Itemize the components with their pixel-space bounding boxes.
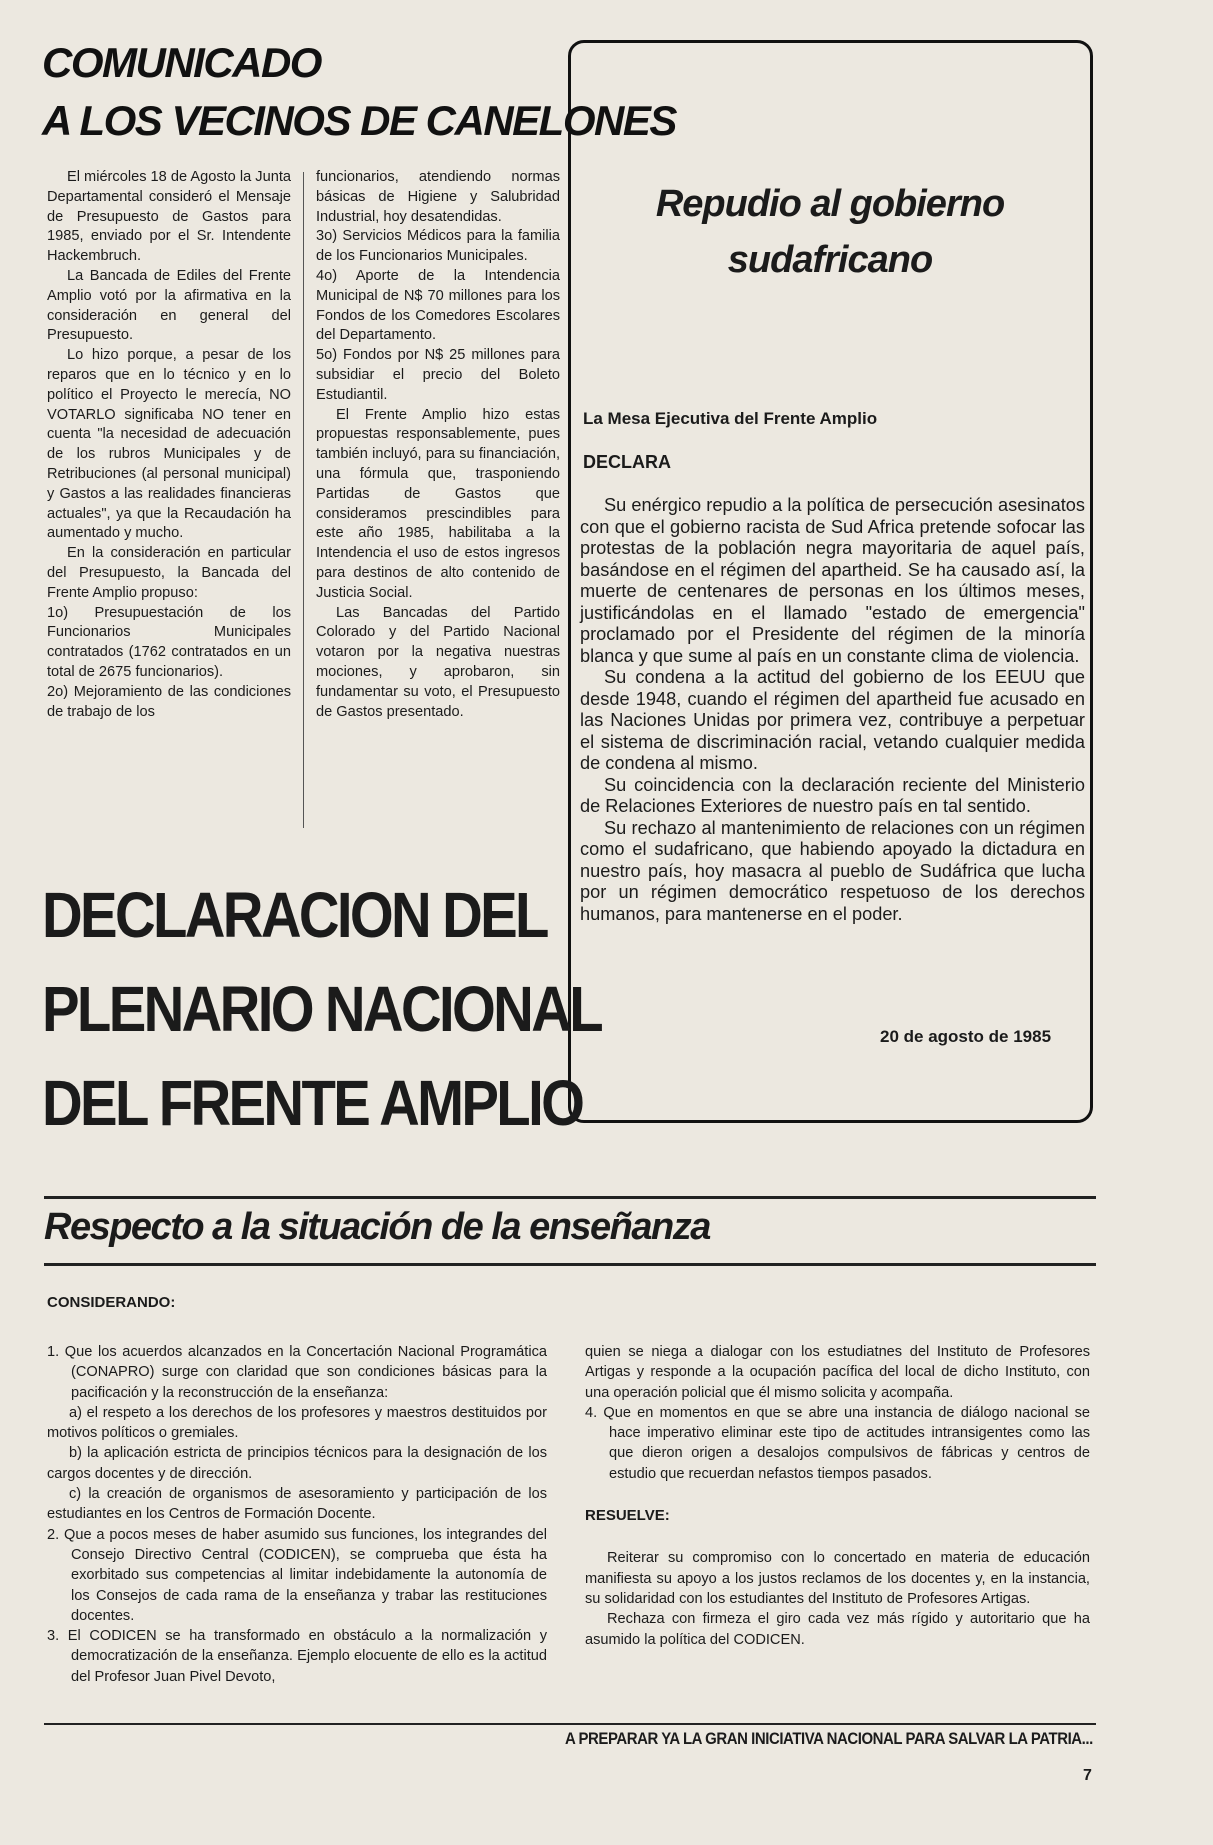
ensenanza-item: 3. El CODICEN se ha transformado en obstáculo a la normalización y democratización de la enseñanza. Ejemplo elocuente de ello es la actitud del Profesor Juan Pivel Devoto, — [47, 1628, 547, 1685]
comunicado-paragraph: 4o) Aporte de la Intendencia Municipal de N$ 70 millones para los Fondos de los Comedores Escolares del Departamento. — [316, 267, 560, 344]
comunicado-paragraph: En la consideración en particular del Presupuesto, la Bancada del Frente Amplio propuso: — [47, 545, 291, 601]
comunicado-paragraph: Las Bancadas del Partido Colorado y del Partido Nacional votaron por la negativa nuestras mociones, y aprobaron, sin fundamentar su voto, el Presupuesto de Gastos presentado. — [316, 604, 560, 720]
repudio-paragraph: Su coincidencia con la declaración reciente del Ministerio de Relaciones Exteriores de nuestro país en tal sentido. — [580, 774, 1085, 816]
repudio-body — [580, 495, 1085, 925]
comunicado-paragraph: El Frente Amplio hizo estas propuestas responsablemente, pues también incluyó, para su financiación, una fórmula que, trasponiendo Partidas de Gastos que consideramos prescindibles para este año 1985, habilitaba a la Intendencia el uso de estos ingresos para destinos de alto contenido de Justicia Social. — [316, 406, 560, 601]
ensenanza-item: b) la aplicación estricta de principios técnicos para la designación de los cargos docentes y de dirección. — [47, 1445, 547, 1482]
comunicado-column-1 — [47, 168, 291, 722]
declaracion-line3: DEL FRENTE AMPLIO — [42, 1067, 583, 1139]
repudio-paragraph: Su condena a la actitud del gobierno de los EEUU que desde 1948, cuando el régimen del apartheid fue acusado en las Naciones Unidas por primera vez, contribuye a perpetuar el sistema de discriminación racial, vetando cualquier medida de condena al mismo. — [580, 667, 1085, 773]
repudio-title-line1: Repudio al gobierno — [655, 183, 1005, 225]
section-rule-bottom — [44, 1263, 1096, 1266]
ensenanza-item: Reiterar su compromiso con lo concertado en materia de educación manifiesta su apoyo a los justos reclamos de los docentes y, en la instancia, su solidaridad con los estudiantes del Instituto de Profesores Artigas. — [585, 1550, 1090, 1607]
ensenanza-column-1 — [47, 1342, 547, 1687]
declaracion-line1: DECLARACION DEL — [42, 879, 547, 951]
ensenanza-item: Rechaza con firmeza el giro cada vez más rígido y autoritario que ha asumido la política del CODICEN. — [585, 1611, 1090, 1648]
ensenanza-item: 2. Que a pocos meses de haber asumido sus funciones, los integrandes del Consejo Directivo Central (CODICEN), se comprueba que ésta ha exorbitado sus competencias al limitar indebidamente la autonomía de los Consejos de cada rama de la enseñanza y trabar las restituciones docentes. — [47, 1526, 547, 1624]
comunicado-paragraph: La Bancada de Ediles del Frente Amplio votó por la afirmativa en la consideración en general del Presupuesto. — [47, 267, 291, 344]
repudio-mesa: La Mesa Ejecutiva del Frente Amplio — [583, 409, 878, 428]
ensenanza-item: 4. Que en momentos en que se abre una instancia de diálogo nacional se hace imperativo eliminar este tipo de actitudes intransigentes como las que dieron origen a desalojos compulsivos de fábricas y centros de estudio que recuerdan nefastos tiempos pasados. — [585, 1404, 1090, 1482]
repudio-paragraph: Su enérgico repudio a la política de persecución asesinatos con que el gobierno racista de Sud Africa pretende sofocar las protestas de la población negra mayoritaria de aquel país, basándose en el régimen del apartheid. Se ha causado así, la muerte de centenares de personas en los últimos meses, justificándolas en el llamado "estado de emergencia" proclamado por el Presidente del régimen de la minoría blanca y que sume al país en un constante clima de violencia. — [580, 495, 1085, 666]
ensenanza-item: c) la creación de organismos de asesoramiento y participación de los estudiantes en los Centros de Formación Docente. — [47, 1486, 547, 1523]
comunicado-paragraph: El miércoles 18 de Agosto la Junta Departamental consideró el Mensaje de Presupuesto de Gastos para 1985, enviado por el Sr. Intendente Hackembruch. — [47, 169, 291, 265]
ensenanza-item: quien se niega a dialogar con los estudiatnes del Instituto de Profesores Artigas y responde a la ocupación pacífica del local de dicho Instituto, con una operación policial que él mismo solicita y acompaña. — [585, 1344, 1090, 1401]
comunicado-paragraph: 5o) Fondos por N$ 25 millones para subsidiar el precio del Boleto Estudiantil. — [316, 347, 560, 403]
considerando-label: CONSIDERANDO: — [47, 1294, 176, 1311]
comunicado-title-line2: A LOS VECINOS DE CANELONES — [42, 97, 676, 144]
comunicado-paragraph: Lo hizo porque, a pesar de los reparos que en lo técnico y en lo político el Proyecto le merecía, NO VOTARLO significaba NO tener en cuenta "la necesidad de adecuación de los rubros Municipales y de Retribuciones (al personal municipal) y Gastos a las realidades financieras actuales", ya que la Recaudación ha aumentado y mucho. — [47, 347, 291, 542]
repudio-declara: DECLARA — [583, 452, 671, 472]
ensenanza-item: 1. Que los acuerdos alcanzados en la Concertación Nacional Programática (CONAPRO) surge con claridad que son condiciones básicas para la pacificación y la reconstrucción de la enseñanza: — [47, 1344, 547, 1401]
ensenanza-title: Respecto a la situación de la enseñanza — [44, 1206, 710, 1248]
comunicado-column-2 — [316, 168, 560, 722]
comunicado-paragraph: 3o) Servicios Médicos para la familia de los Funcionarios Municipales. — [316, 228, 560, 265]
repudio-paragraph: Su rechazo al mantenimiento de relaciones con un régimen como el sudafricano, que habiendo apoyado la dictadura en nuestro país, hoy masacra al pueblo de Sudáfrica que lucha por un régimen democrático respetuoso de los derechos humanos, para mantenerse en el poder. — [580, 817, 1085, 924]
repudio-title — [590, 176, 1070, 288]
comunicado-paragraph: funcionarios, atendiendo normas básicas de Higiene y Salubridad Industrial, hoy desatendidas. — [316, 169, 560, 225]
comunicado-title-line1: COMUNICADO — [42, 39, 321, 86]
comunicado-paragraph: 2o) Mejoramiento de las condiciones de trabajo de los — [47, 683, 291, 720]
footer-slogan: A PREPARAR YA LA GRAN INICIATIVA NACIONAL PARA SALVAR LA PATRIA... — [565, 1729, 1093, 1748]
declaracion-headline — [42, 868, 601, 1150]
comunicado-paragraph: 1o) Presupuestación de los Funcionarios Municipales contratados (1762 contratados en un total de 2675 funcionarios). — [47, 604, 291, 680]
ensenanza-item: a) el respeto a los derechos de los profesores y maestros destituidos por motivos políticos o gremiales. — [47, 1404, 547, 1442]
declaracion-line2: PLENARIO NACIONAL — [42, 973, 601, 1045]
page-number: 7 — [1083, 1767, 1092, 1784]
ensenanza-column-2 — [585, 1342, 1090, 1650]
section-rule-top — [44, 1196, 1096, 1199]
column-divider — [303, 172, 304, 828]
resuelve-label: RESUELVE: — [585, 1507, 670, 1525]
repudio-title-line2: sudafricano — [727, 239, 933, 281]
footer-rule — [44, 1723, 1096, 1725]
repudio-date: 20 de agosto de 1985 — [880, 1027, 1052, 1046]
